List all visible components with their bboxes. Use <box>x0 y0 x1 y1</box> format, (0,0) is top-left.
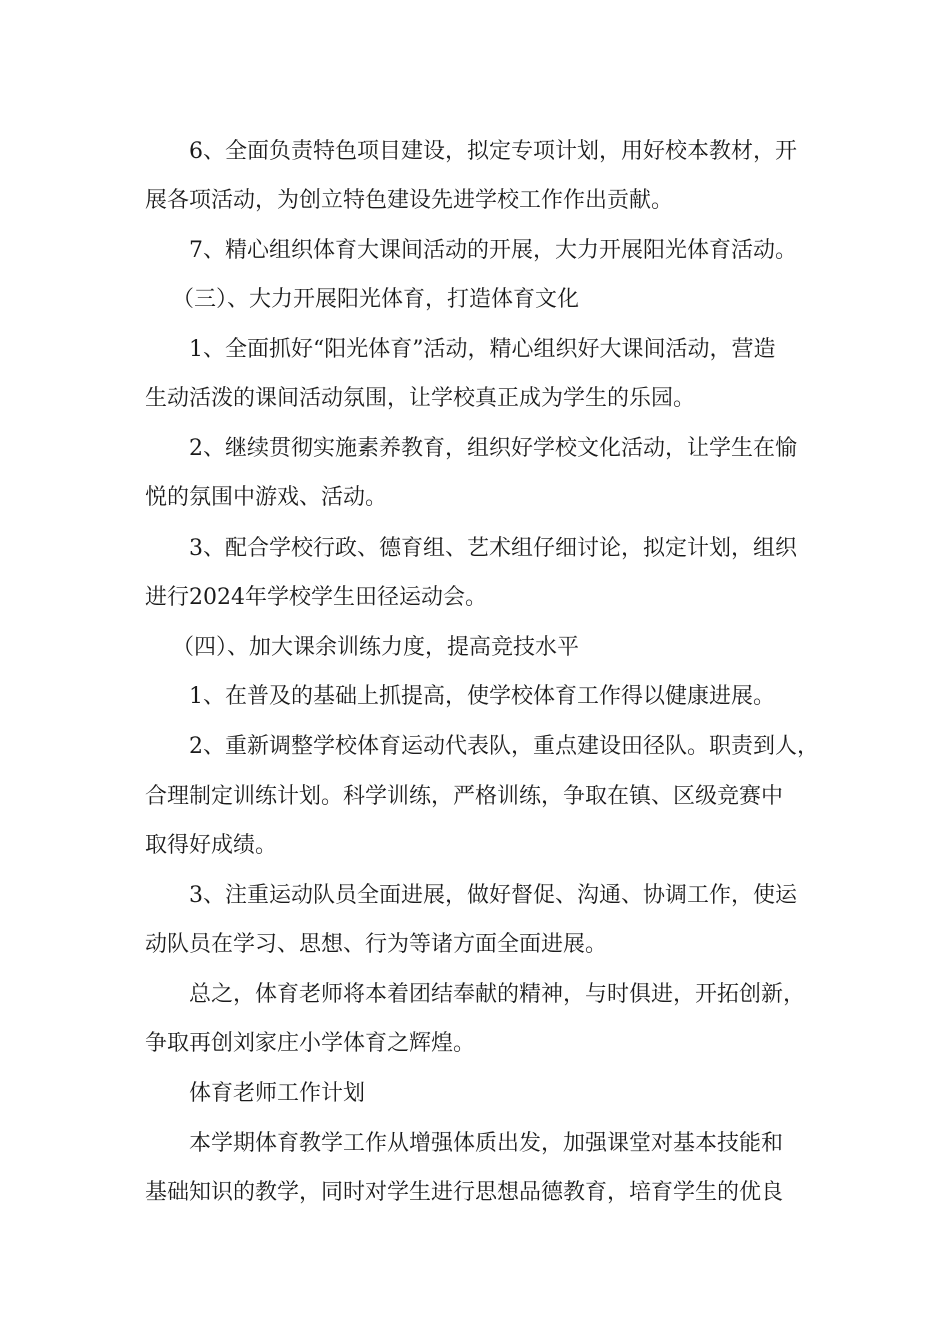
paragraph-line: 取得好成绩。 <box>145 833 278 858</box>
paragraph-line: 进行2024年学校学生田径运动会。 <box>145 585 487 610</box>
paragraph-line: 1、在普及的基础上抓提高，使学校体育工作得以健康进展。 <box>189 684 775 709</box>
paragraph-line: 动队员在学习、思想、行为等诸方面全面进展。 <box>145 932 608 957</box>
paragraph-line: 合理制定训练计划。科学训练，严格训练，争取在镇、区级竞赛中 <box>145 784 784 809</box>
paragraph-line: 争取再创刘家庄小学体育之辉煌。 <box>145 1031 476 1056</box>
paragraph-line: 7、精心组织体育大课间活动的开展，大力开展阳光体育活动。 <box>189 238 797 263</box>
paragraph-line: 悦的氛围中游戏、活动。 <box>145 485 388 510</box>
paragraph-line: 2、重新调整学校体育运动代表队，重点建设田径队。职责到人， <box>189 734 819 759</box>
paragraph-line: 基础知识的教学，同时对学生进行思想品德教育，培育学生的优良 <box>145 1180 784 1205</box>
paragraph-line: 1、全面抓好“阳光体育”活动，精心组织好大课间活动，营造 <box>189 337 776 362</box>
section-heading: （三）、大力开展阳光体育，打造体育文化 <box>172 287 580 312</box>
paragraph-line: 生动活泼的课间活动氛围，让学校真正成为学生的乐园。 <box>145 386 696 411</box>
section-title: 体育老师工作计划 <box>189 1081 366 1106</box>
paragraph-line: 3、配合学校行政、德育组、艺术组仔细讨论，拟定计划，组织 <box>189 536 797 561</box>
paragraph-line: 2、继续贯彻实施素养教育，组织好学校文化活动，让学生在愉 <box>189 436 797 461</box>
paragraph-line: 总之，体育老师将本着团结奉献的精神，与时俱进，开拓创新， <box>189 982 806 1007</box>
paragraph-line: 展各项活动，为创立特色建设先进学校工作作出贡献。 <box>145 188 674 213</box>
paragraph-line: 3、注重运动队员全面进展，做好督促、沟通、协调工作，使运 <box>189 883 797 908</box>
paragraph-line: 本学期体育教学工作从增强体质出发，加强课堂对基本技能和 <box>189 1131 784 1156</box>
section-heading: （四）、加大课余训练力度，提高竞技水平 <box>172 635 580 660</box>
paragraph-line: 6、全面负责特色项目建设，拟定专项计划，用好校本教材，开 <box>189 139 797 164</box>
